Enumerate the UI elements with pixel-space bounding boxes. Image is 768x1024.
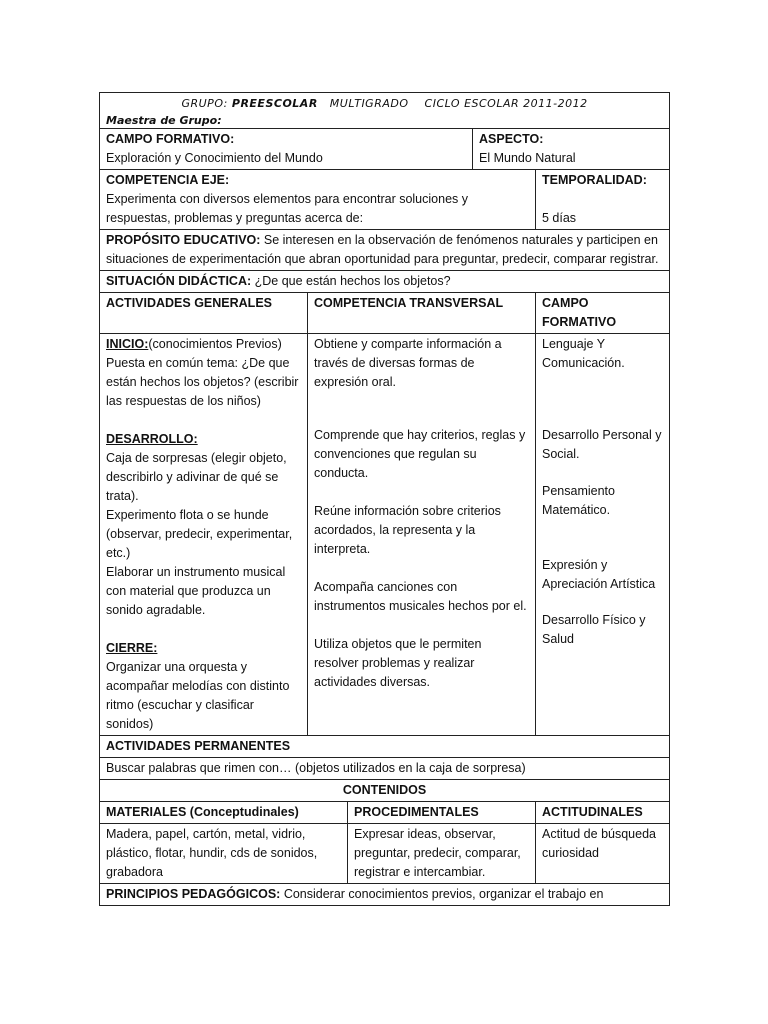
competencia-item: Obtiene y comparte información a través de diversas formas de expresión oral. — [314, 337, 502, 389]
materiales-value: Madera, papel, cartón, metal, vidrio, plástico, flotar, hundir, cds de sonidos, grabadora — [100, 824, 348, 884]
temporalidad-label: TEMPORALIDAD: — [542, 173, 647, 187]
grupo-value: PREESCOLAR — [231, 97, 318, 110]
contenidos-columns-row — [100, 802, 670, 824]
actitudinales-value: Actitud de búsqueda curiosidad — [536, 824, 670, 884]
competencia-item: Acompaña canciones con instrumentos musicales hechos por el. — [314, 580, 527, 613]
cierre-label: CIERRE: — [106, 641, 158, 655]
ciclo-escolar: CICLO ESCOLAR 2011-2012 — [424, 97, 588, 110]
actividades-cell — [100, 334, 308, 736]
procedimentales-value: Expresar ideas, observar, preguntar, predecir, comparar, registrar e intercambiar. — [348, 824, 536, 884]
competencia-item: Comprende que hay criterios, reglas y convenciones que regulan su conducta. — [314, 428, 526, 480]
competencia-item: Reúne información sobre criterios acordados, la representa y la interpreta. — [314, 504, 501, 556]
competencia-label: COMPETENCIA EJE: — [106, 173, 230, 187]
campo-row — [100, 129, 670, 170]
situacion-label: SITUACIÓN DIDÁCTICA: — [106, 274, 252, 288]
campos-cell — [536, 334, 670, 736]
permanentes-header-row — [100, 736, 670, 758]
header-row — [100, 93, 670, 129]
temporalidad-value: 5 días — [542, 211, 577, 225]
competencia-value: Experimenta con diversos elementos para encontrar soluciones y respuestas, problemas y preguntas acerca de: — [106, 192, 468, 225]
desarrollo-label: DESARROLLO: — [106, 432, 198, 446]
campo-item: Desarrollo Personal y Social. — [542, 428, 662, 461]
activities-header-row — [100, 293, 670, 334]
lesson-plan-page — [99, 92, 669, 906]
campo-value: Exploración y Conocimiento del Mundo — [106, 151, 323, 165]
desarrollo-item: Elaborar un instrumento musical con material que produzca un sonido agradable. — [106, 565, 286, 617]
cierre-text: Organizar una orquesta y acompañar melodías con distinto ritmo (escuchar y clasificar sonidos) — [106, 660, 290, 731]
contenidos-values-row — [100, 824, 670, 884]
campo-item: Expresión y Apreciación Artística — [542, 558, 656, 591]
activities-row — [100, 334, 670, 736]
permanentes-row — [100, 758, 670, 780]
permanentes-label: ACTIVIDADES PERMANENTES — [100, 736, 670, 758]
proposito-row — [100, 230, 670, 271]
desarrollo-item: Caja de sorpresas (elegir objeto, describirlo y adivinar de qué se trata). — [106, 451, 287, 503]
actitudinales-label: ACTITUDINALES — [536, 802, 670, 824]
proposito-label: PROPÓSITO EDUCATIVO: — [106, 233, 261, 247]
multigrado-label: MULTIGRADO — [329, 97, 409, 110]
inicio-text: (conocimientos Previos) Puesta en común tema: ¿De que están hechos los objetos? (escribir las respuestas de los niños) — [106, 337, 299, 408]
lesson-plan-table — [99, 92, 670, 906]
situacion-value: ¿De que están hechos los objetos? — [251, 274, 451, 288]
campo-item: Desarrollo Físico y Salud — [542, 613, 646, 646]
campo-item: Pensamiento Matemático. — [542, 484, 615, 517]
competencias-cell — [308, 334, 536, 736]
col-competencia-header: COMPETENCIA TRANSVERSAL — [308, 293, 536, 334]
col-campo-header: CAMPO FORMATIVO — [536, 293, 670, 334]
situacion-row — [100, 271, 670, 293]
principios-row — [100, 884, 670, 906]
materiales-label: MATERIALES (Conceptudinales) — [100, 802, 348, 824]
competencia-item: Utiliza objetos que le permiten resolver problemas y realizar actividades diversas. — [314, 637, 482, 689]
aspecto-label: ASPECTO: — [479, 132, 544, 146]
col-actividades-header: ACTIVIDADES GENERALES — [100, 293, 308, 334]
inicio-label: INICIO: — [106, 337, 149, 351]
desarrollo-item: Experimento flota o se hunde (observar, predecir, experimentar, etc.) — [106, 508, 293, 560]
competencia-row — [100, 170, 670, 230]
maestra-label: Maestra de Grupo: — [106, 114, 222, 127]
contenidos-header-row — [100, 780, 670, 802]
aspecto-value: El Mundo Natural — [479, 151, 576, 165]
document-title — [106, 95, 663, 113]
principios-value: Considerar conocimientos previos, organizar el trabajo en — [280, 887, 604, 901]
principios-label: PRINCIPIOS PEDAGÓGICOS: — [106, 887, 281, 901]
permanentes-value: Buscar palabras que rimen con… (objetos utilizados en la caja de sorpresa) — [100, 758, 670, 780]
grupo-label: GRUPO: — [181, 97, 228, 110]
proposito-value: Se interesen en la observación de fenómenos naturales y participen en situaciones de experimentación que abran oportunidad para preguntar, predecir, comparar registrar. — [106, 233, 659, 266]
procedimentales-label: PROCEDIMENTALES — [348, 802, 536, 824]
contenidos-label: CONTENIDOS — [100, 780, 670, 802]
campo-label: CAMPO FORMATIVO: — [106, 132, 235, 146]
campo-item: Lenguaje Y Comunicación. — [542, 337, 625, 370]
